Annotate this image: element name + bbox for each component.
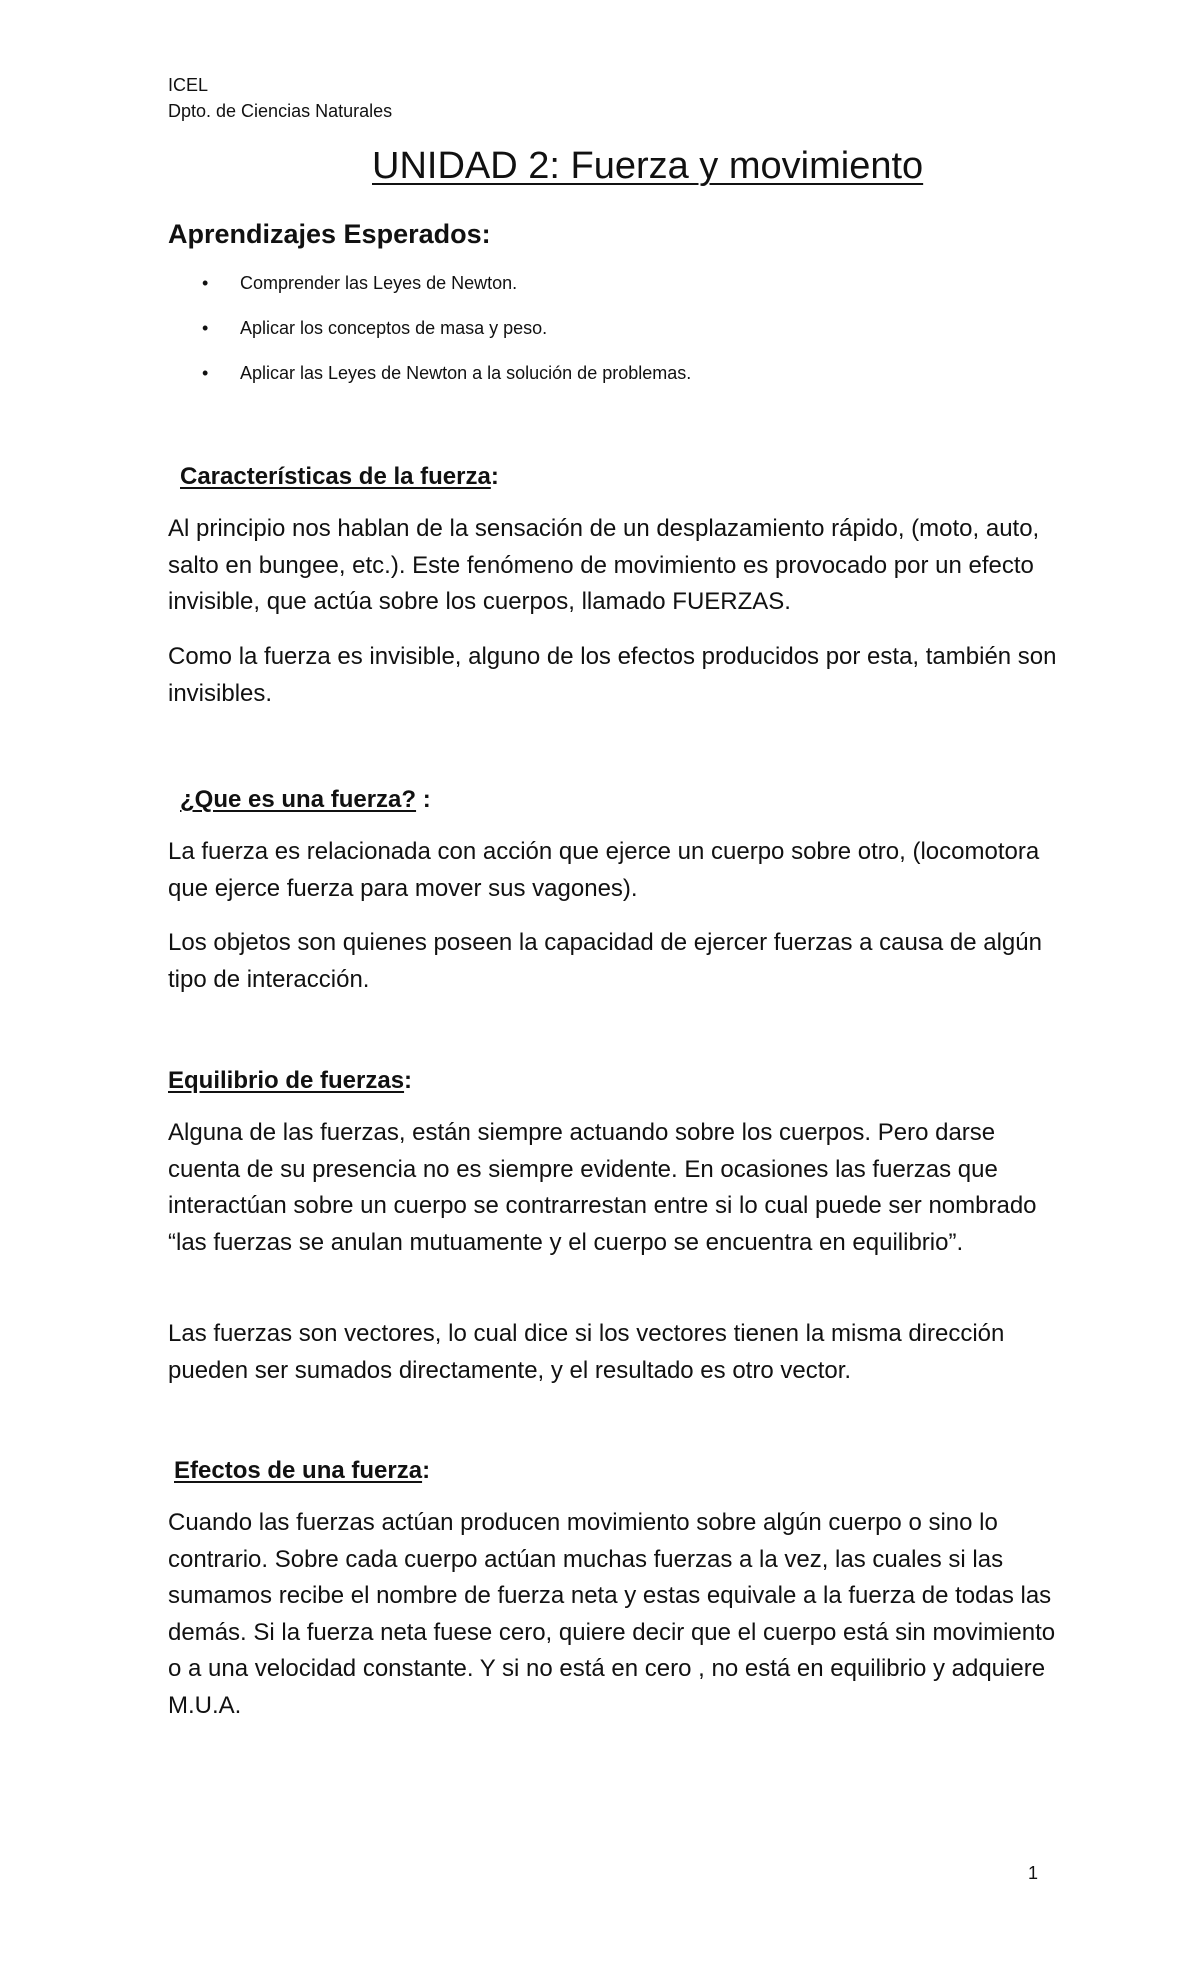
section-heading-colon: :	[490, 463, 499, 490]
section-heading-que-es-una-fuerza	[180, 785, 431, 815]
bullet-icon: •	[202, 273, 209, 293]
paragraph: Al principio nos hablan de la sensación de un desplazamiento rápido, (moto, auto, salto en bungee, etc.). Este fenómeno de movimiento es provocado por un efecto invisible, que actúa sobre los cuerpos, llamado FUERZAS.	[168, 515, 1040, 615]
section-heading-text: ¿Que es una fuerza?	[180, 786, 417, 813]
section-heading-colon: :	[416, 786, 431, 813]
section-heading-text: Equilibrio de fuerzas	[168, 1067, 405, 1094]
section-heading-colon: :	[422, 1457, 431, 1484]
objectives-list	[168, 270, 691, 405]
section-heading-equilibrio	[168, 1066, 412, 1096]
section-heading-text: Efectos de una fuerza	[174, 1457, 423, 1484]
section-heading-colon: :	[404, 1067, 413, 1094]
paragraph: Las fuerzas son vectores, lo cual dice si los vectores tienen la misma dirección pueden ser sumados directamente, y el resultado es otro vector.	[168, 1320, 1005, 1384]
objectives-heading: Aprendizajes Esperados:	[168, 219, 491, 249]
department-name: Dpto. de Ciencias Naturales	[168, 101, 393, 121]
paragraph: Cuando las fuerzas actúan producen movimiento sobre algún cuerpo o sino lo contrario. Sobre cada cuerpo actúan muchas fuerzas a la vez, las cuales si las sumamos recibe el nombre de fuerza neta y estas equivale a la fuerza de todas las demás. Si la fuerza neta fuese cero, quiere decir que el cuerpo está sin movimiento o a una velocidad constante. Y si no está en cero , no está en equilibrio y adquiere M.U.A.	[168, 1509, 1056, 1719]
paragraph: Como la fuerza es invisible, alguno de los efectos producidos por esta, también son invisibles.	[168, 643, 1057, 707]
bullet-icon: •	[202, 318, 209, 338]
document-title: UNIDAD 2: Fuerza y movimiento	[372, 145, 924, 187]
paragraph: Los objetos son quienes poseen la capacidad de ejercer fuerzas a causa de algún tipo de interacción.	[168, 929, 1042, 993]
objective-text: Aplicar las Leyes de Newton a la solución de problemas.	[240, 363, 692, 383]
list-item	[168, 270, 691, 315]
page-number: 1	[1028, 1863, 1039, 1883]
section-heading-caracteristicas	[180, 462, 499, 492]
list-item	[168, 315, 691, 360]
institution-name: ICEL	[168, 75, 209, 95]
paragraph: La fuerza es relacionada con acción que ejerce un cuerpo sobre otro, (locomotora que ejerce fuerza para mover sus vagones).	[168, 838, 1040, 902]
paragraph: Alguna de las fuerzas, están siempre actuando sobre los cuerpos. Pero darse cuenta de su presencia no es siempre evidente. En ocasiones las fuerzas que interactúan sobre un cuerpo se contrarrestan entre si lo cual puede ser nombrado “las fuerzas se anulan mutuamente y el cuerpo se encuentra en equilibrio”.	[168, 1119, 1037, 1256]
section-heading-efectos	[174, 1456, 430, 1486]
section-heading-text: Características de la fuerza	[180, 463, 491, 490]
objective-text: Comprender las Leyes de Newton.	[240, 273, 518, 293]
list-item	[168, 360, 691, 405]
objective-text: Aplicar los conceptos de masa y peso.	[240, 318, 548, 338]
bullet-icon: •	[202, 363, 209, 383]
